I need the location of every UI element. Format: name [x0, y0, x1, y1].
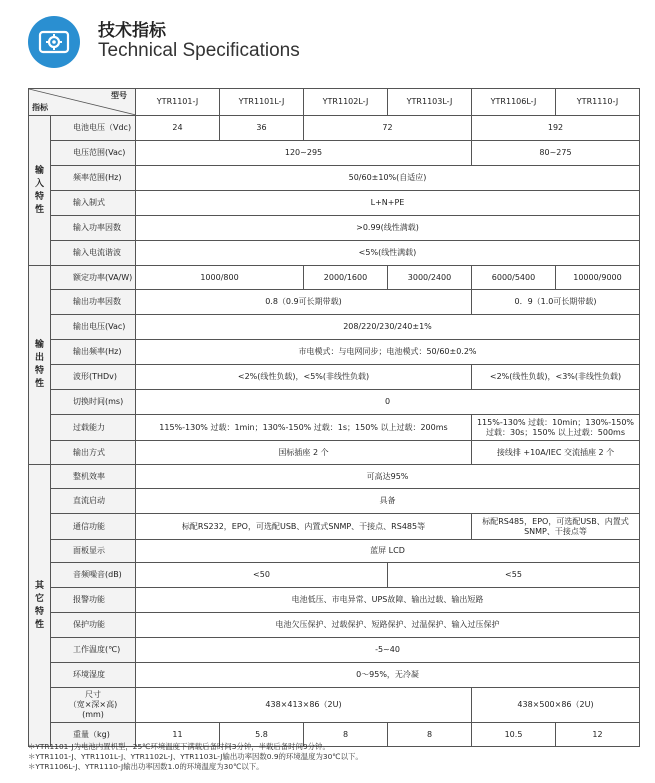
table-cell: 电池欠压保护、过载保护、短路保护、过温保护、输入过压保护: [136, 613, 640, 638]
table-cell: 8: [304, 723, 388, 747]
group-char: 特: [34, 606, 44, 617]
cell-line: SNMP、干接点等: [524, 526, 587, 536]
group-char: 输: [34, 165, 44, 176]
group-char: 其: [34, 580, 44, 591]
table-cell: 可高达95%: [136, 465, 640, 489]
group-char: 特: [34, 191, 44, 202]
spec-table: [28, 88, 640, 747]
table-cell: 24: [136, 116, 220, 141]
table-cell: 438×500×86（2U): [472, 688, 640, 723]
row-label: [51, 688, 136, 723]
row-label: 重量（kg): [51, 723, 136, 747]
table-cell: <50: [136, 563, 388, 588]
table-cell: 0: [136, 390, 640, 415]
table-cell: 120~295: [136, 141, 472, 166]
section-subtitle: Technical Specifications: [98, 40, 300, 61]
table-row: [29, 216, 640, 241]
cell-line: 过载：30s；150% 以上过载：500ms: [486, 427, 625, 437]
table-cell: <5%(线性满载): [136, 241, 640, 266]
table-cell: 3000/2400: [388, 266, 472, 290]
table-row: [29, 563, 640, 588]
table-cell: [472, 415, 640, 441]
corner-index-label: 指标: [32, 103, 48, 112]
table-cell: 电池低压、市电异常、UPS故障、输出过载、输出短路: [136, 588, 640, 613]
table-cell: 72: [304, 116, 472, 141]
table-cell: 国标插座 2 个: [136, 441, 472, 465]
group-label-input: [29, 116, 51, 266]
table-cell: 标配RS232，EPO，可选配USB、内置式SNMP、干接点、RS485等: [136, 514, 472, 540]
row-label: 音频噪音(dB): [51, 563, 136, 588]
row-label: 输出功率因数: [51, 290, 136, 315]
table-cell: <2%(线性负载)，<3%(非线性负载): [472, 365, 640, 390]
model-header: YTR1101-J: [136, 89, 220, 116]
table-cell: 192: [472, 116, 640, 141]
footnote: ＊YTR1101-J、YTR1101L-J、YTR1102L-J、YTR1103L-J输出功率因数0.9的环境温度为30℃以下。: [28, 752, 363, 761]
table-row: [29, 514, 640, 540]
group-label-output: [29, 266, 51, 465]
table-row: [29, 290, 640, 315]
table-cell: 50/60±10%(自适应): [136, 166, 640, 191]
model-header: YTR1103L-J: [388, 89, 472, 116]
table-cell: >0.99(线性满载): [136, 216, 640, 241]
table-cell: 115%-130% 过载：1min；130%-150% 过载：1s；150% 以上过载：200ms: [136, 415, 472, 441]
table-cell: 36: [220, 116, 304, 141]
table-row: [29, 465, 640, 489]
cell-line: 115%-130% 过载：10min；130%-150%: [476, 417, 635, 427]
row-label: 电压范围(Vac): [51, 141, 136, 166]
footnote: ＊YTR1101-J为电池内置机型，25℃环境温度下满载后备时间3分钟，半载后备时间9分钟。: [28, 742, 330, 751]
group-input-text: [29, 165, 50, 217]
table-row: [29, 241, 640, 266]
table-row: [29, 688, 640, 723]
table-cell: 208/220/230/240±1%: [136, 315, 640, 340]
table-row: [29, 266, 640, 290]
group-char: 输: [34, 340, 44, 350]
table-cell: 438×413×86（2U): [136, 688, 472, 723]
row-label: 输出方式: [51, 441, 136, 465]
table-cell: 0.8（0.9可长期带载): [136, 290, 472, 315]
footnotes: [28, 742, 639, 772]
table-cell: -5~40: [136, 638, 640, 663]
row-label: 环境湿度: [51, 663, 136, 688]
table-cell: 10.5: [472, 723, 556, 747]
row-label: 输出电压(Vac): [51, 315, 136, 340]
group-char: 入: [34, 178, 44, 189]
model-header: YTR1110-J: [556, 89, 640, 116]
table-row: [29, 638, 640, 663]
group-output-text: [29, 339, 50, 391]
table-cell: 0．9（1.0可长期带载): [472, 290, 640, 315]
table-row: [29, 489, 640, 514]
row-label: 工作温度(℃): [51, 638, 136, 663]
group-char: 它: [34, 593, 44, 604]
table-cell: 6000/5400: [472, 266, 556, 290]
table-cell: 8: [388, 723, 472, 747]
table-cell: 2000/1600: [304, 266, 388, 290]
row-label: 输出频率(Hz): [51, 340, 136, 365]
table-row: [29, 365, 640, 390]
table-cell: 10000/9000: [556, 266, 640, 290]
table-cell: 接线排 +10A/IEC 交流插座 2 个: [472, 441, 640, 465]
table-cell: <2%(线性负载)，<5%(非线性负载): [136, 365, 472, 390]
row-label: 额定功率(VA/W): [51, 266, 136, 290]
row-label: 输入制式: [51, 191, 136, 216]
row-label-line: （宽×深×高): [68, 700, 118, 709]
table-cell: 具备: [136, 489, 640, 514]
row-label: 输入功率因数: [51, 216, 136, 241]
model-header: YTR1102L-J: [304, 89, 388, 116]
footnote: ＊YTR1106L-J、YTR1110-J输出功率因数1.0的环境温度为30℃以下。: [28, 762, 264, 771]
table-cell: L+N+PE: [136, 191, 640, 216]
table-cell: 12: [556, 723, 640, 747]
table-row: [29, 141, 640, 166]
row-label: 频率范围(Hz): [51, 166, 136, 191]
row-label: 报警功能: [51, 588, 136, 613]
table-cell: 市电模式：与电网同步；电池模式：50/60±0.2%: [136, 340, 640, 365]
row-label: 保护功能: [51, 613, 136, 638]
gear-settings-icon: [28, 16, 80, 68]
group-char: 性: [34, 379, 44, 389]
table-row: [29, 166, 640, 191]
table-cell: 1000/800: [136, 266, 304, 290]
table-row: [29, 390, 640, 415]
table-row: [29, 540, 640, 563]
table-row: [29, 415, 640, 441]
row-label: 波形(THDv): [51, 365, 136, 390]
table-cell: 80~275: [472, 141, 640, 166]
table-row: [29, 116, 640, 141]
model-header: YTR1106L-J: [472, 89, 556, 116]
group-other-text: [29, 580, 50, 632]
row-label: 通信功能: [51, 514, 136, 540]
table-cell: <55: [388, 563, 640, 588]
corner-cell: [29, 89, 136, 116]
table-row: [29, 191, 640, 216]
row-label-line: (mm): [82, 710, 104, 719]
table-cell: 0～95%，无冷凝: [136, 663, 640, 688]
table-row: [29, 588, 640, 613]
row-label: 整机效率: [51, 465, 136, 489]
row-label: 电池电压（Vdc): [51, 116, 136, 141]
group-char: 出: [34, 353, 44, 363]
group-char: 性: [34, 204, 44, 215]
table-row: [29, 340, 640, 365]
row-label-line: 尺寸: [85, 690, 101, 699]
row-label: 切换时间(ms): [51, 390, 136, 415]
section-title: 技术指标: [98, 21, 166, 41]
row-label: 输入电流谐波: [51, 241, 136, 266]
corner-model-label: 型号: [111, 91, 127, 100]
row-label: 直流启动: [51, 489, 136, 514]
model-header: YTR1101L-J: [220, 89, 304, 116]
table-cell: 蓝屏 LCD: [136, 540, 640, 563]
table-header-row: [29, 89, 640, 116]
table-cell: 11: [136, 723, 220, 747]
row-label: 过载能力: [51, 415, 136, 441]
group-label-other: [29, 465, 51, 747]
table-row: [29, 315, 640, 340]
cell-line: 标配RS485，EPO，可选配USB、内置式: [482, 516, 629, 526]
table-row: [29, 441, 640, 465]
group-char: 特: [34, 366, 44, 376]
table-cell: [472, 514, 640, 540]
table-row: [29, 663, 640, 688]
table-row: [29, 613, 640, 638]
table-cell: 5.8: [220, 723, 304, 747]
row-label: 面板显示: [51, 540, 136, 563]
group-char: 性: [34, 619, 44, 630]
